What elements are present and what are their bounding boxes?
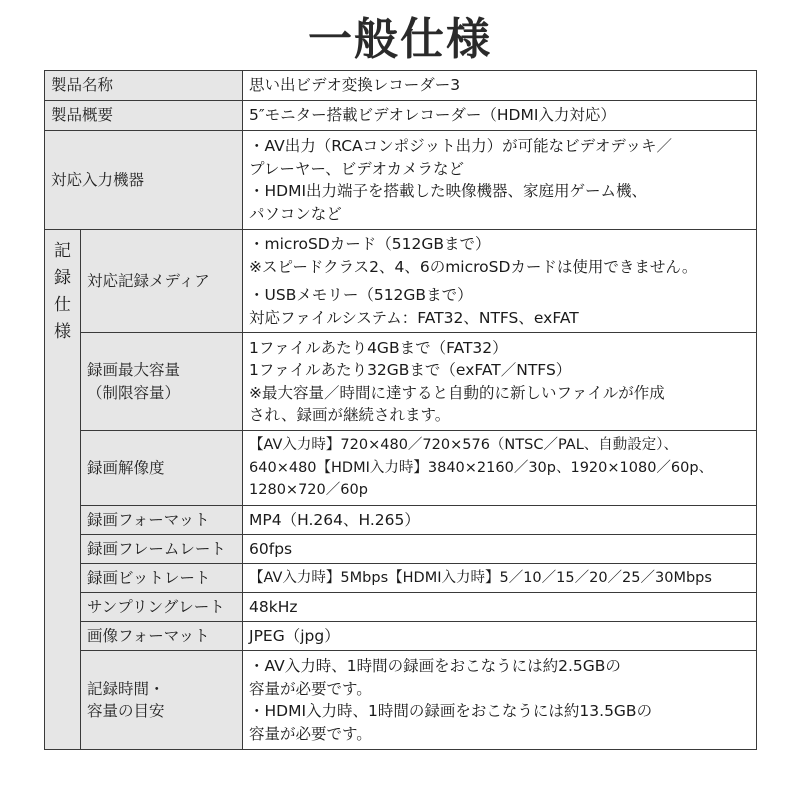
page-title: 一般仕様 (308, 14, 492, 65)
resolution-value (243, 431, 757, 506)
input-devices-line: ・HDMI出力端子を搭載した映像機器、家庭用ゲーム機、 (249, 182, 648, 200)
frame-rate-label: 録画フレームレート (81, 535, 243, 564)
max-capacity-value (243, 333, 757, 431)
time-guide-line: 容量が必要です。 (249, 679, 372, 698)
spec-table (44, 70, 757, 750)
product-overview-label: 製品概要 (45, 101, 243, 131)
spec-row-input-devices (45, 131, 757, 230)
spec-row-max-capacity (45, 333, 757, 431)
image-format-value: JPEG（jpg） (243, 622, 757, 651)
spec-row-bitrate (45, 564, 757, 593)
spec-row-media (45, 230, 757, 333)
time-guide-label-line: 記録時間・ (87, 679, 165, 698)
time-guide-label-line: 容量の目安 (87, 702, 165, 720)
time-guide-line: ・HDMI入力時、1時間の録画をおこなうには約13.5GBの (249, 702, 653, 720)
input-devices-label: 対応入力機器 (45, 131, 243, 230)
product-overview-value: 5″モニター搭載ビデオレコーダー（HDMI入力対応） (243, 101, 757, 131)
max-capacity-label-line: （制限容量） (87, 383, 181, 402)
spec-row-resolution (45, 431, 757, 506)
max-capacity-label-line: 録画最大容量 (87, 361, 181, 379)
max-capacity-label (81, 333, 243, 431)
input-devices-line: パソコンなど (249, 204, 342, 223)
media-line: 対応ファイルシステム：FAT32、NTFS、exFAT (249, 308, 579, 327)
product-name-value: 思い出ビデオ変換レコーダー3 (243, 71, 757, 101)
product-name-label: 製品名称 (45, 71, 243, 101)
recording-spec-char: 記 (54, 241, 71, 261)
image-format-label: 画像フォーマット (81, 622, 243, 651)
recording-spec-char: 仕 (54, 295, 71, 315)
input-devices-value (243, 131, 757, 230)
bitrate-value (243, 564, 757, 593)
resolution-line: 1280×720／60p (249, 482, 368, 499)
spec-row-image-format (45, 622, 757, 651)
media-line: ※スピードクラス2、4、6のmicroSDカードは使用できません。 (249, 257, 698, 276)
recording-spec-group-label (45, 230, 81, 750)
media-value (243, 230, 757, 333)
resolution-label: 録画解像度 (81, 431, 243, 506)
spec-row-frame-rate (45, 535, 757, 564)
format-label: 録画フォーマット (81, 506, 243, 535)
sampling-value: 48kHz (243, 593, 757, 622)
bitrate-label: 録画ビットレート (81, 564, 243, 593)
max-capacity-line: ※最大容量／時間に達すると自動的に新しいファイルが作成 (249, 383, 665, 402)
resolution-line: 640×480【HDMI入力時】3840×2160／30p、1920×1080／60p、 (249, 459, 714, 476)
bitrate-line: 【AV入力時】5Mbps【HDMI入力時】5／10／15／20／25／30Mbps (249, 569, 712, 586)
recording-spec-char: 様 (54, 322, 71, 342)
spec-row-product-overview (45, 101, 757, 131)
time-guide-line: ・AV入力時、1時間の録画をおこなうには約2.5GBの (249, 657, 621, 675)
max-capacity-line: され、録画が継続されます。 (249, 406, 451, 424)
spec-row-sampling (45, 593, 757, 622)
spec-row-product-name (45, 71, 757, 101)
time-guide-value (243, 651, 757, 750)
time-guide-line: 容量が必要です。 (249, 724, 372, 743)
spec-row-format (45, 506, 757, 535)
media-line: ・microSDカード（512GBまで） (249, 235, 491, 253)
resolution-line: 【AV入力時】720×480／720×576（NTSC／PAL、自動設定）、 (249, 437, 679, 454)
max-capacity-line: 1ファイルあたり32GBまで（exFAT／NTFS） (249, 361, 572, 379)
spec-row-time-guide (45, 651, 757, 750)
media-label: 対応記録メディア (81, 230, 243, 333)
sampling-label: サンプリングレート (81, 593, 243, 622)
input-devices-line: プレーヤー、ビデオカメラなど (249, 159, 465, 178)
input-devices-line: ・AV出力（RCAコンポジット出力）が可能なビデオデッキ／ (249, 137, 673, 155)
max-capacity-line: 1ファイルあたり4GBまで（FAT32） (249, 338, 508, 357)
recording-spec-char: 録 (54, 268, 71, 288)
time-guide-label (81, 651, 243, 750)
frame-rate-value: 60fps (243, 535, 757, 564)
media-line: ・USBメモリー（512GBまで） (249, 286, 473, 304)
format-value: MP4（H.264、H.265） (243, 506, 757, 535)
